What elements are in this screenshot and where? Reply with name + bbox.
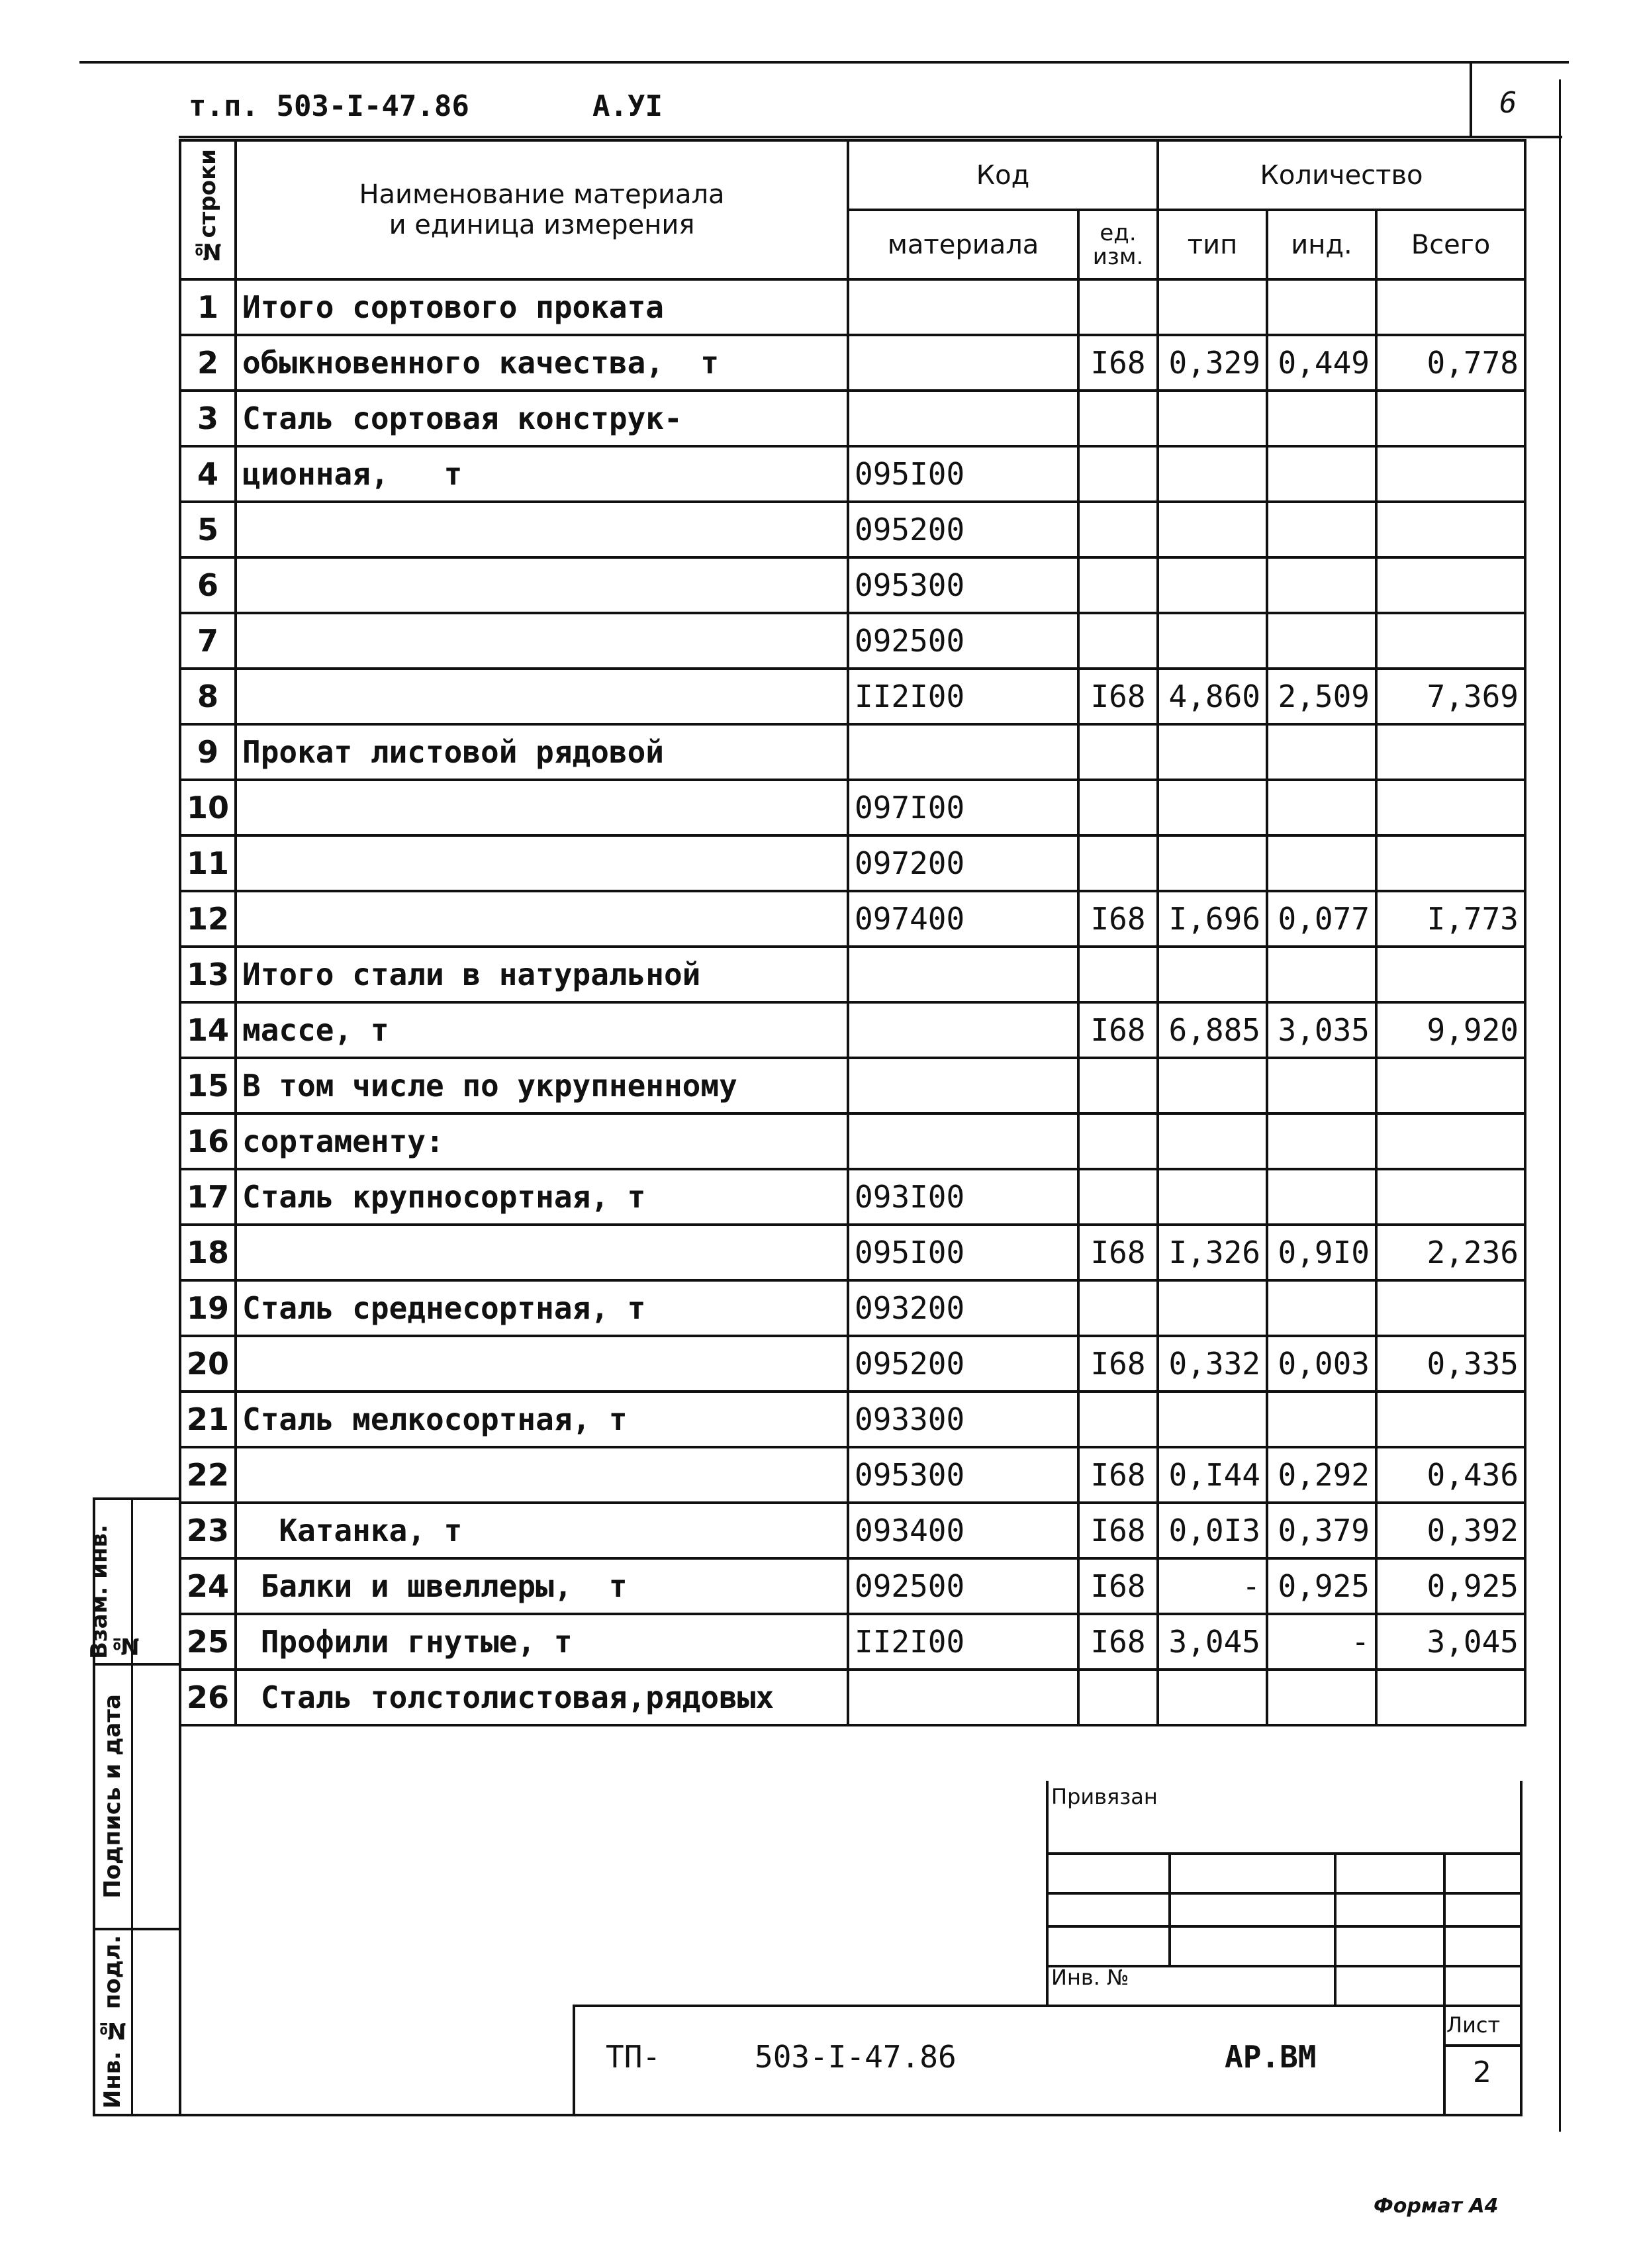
material-name-cell xyxy=(236,835,848,891)
sheet-box-left xyxy=(1443,2005,1446,2115)
row-number-cell: 23 xyxy=(180,1503,236,1558)
qty-total-cell xyxy=(1376,835,1525,891)
qty-typ-cell xyxy=(1158,947,1267,1002)
format-note: Формат А4 xyxy=(1374,2195,1499,2218)
qty-ind-cell: 3,035 xyxy=(1267,1002,1376,1058)
table-row xyxy=(180,1558,1525,1614)
material-name-header-line2: и единица измерения xyxy=(389,210,695,240)
row-number-cell: 7 xyxy=(180,613,236,669)
tp-label: ТП- xyxy=(606,2039,661,2075)
material-name-cell: Итого сортового проката xyxy=(236,279,848,335)
table-row xyxy=(180,1002,1525,1058)
unit-code-cell xyxy=(1078,613,1158,669)
material-code-cell: 097I00 xyxy=(848,780,1078,835)
qty-typ-cell xyxy=(1158,1280,1267,1336)
qty-total-cell xyxy=(1376,502,1525,557)
top-document-code: т.п. 503-I-47.86 xyxy=(189,89,469,123)
unit-code-cell: I68 xyxy=(1078,1503,1158,1558)
qty-total-cell xyxy=(1376,1113,1525,1169)
table-row xyxy=(180,1280,1525,1336)
unit-code-cell xyxy=(1078,1670,1158,1725)
row-number-cell: 17 xyxy=(180,1169,236,1225)
row-number-cell: 25 xyxy=(180,1614,236,1670)
qty-ind-cell xyxy=(1267,835,1376,891)
qty-typ-cell xyxy=(1158,1113,1267,1169)
table-row xyxy=(180,502,1525,557)
row-number-cell: 14 xyxy=(180,1002,236,1058)
qty-total-cell xyxy=(1376,446,1525,502)
table-row xyxy=(180,1670,1525,1725)
qty-total-cell xyxy=(1376,1280,1525,1336)
qty-typ-cell: 4,860 xyxy=(1158,669,1267,724)
material-code-cell: 092500 xyxy=(848,1558,1078,1614)
unit-code-cell xyxy=(1078,724,1158,780)
row-number-cell: 26 xyxy=(180,1670,236,1725)
material-name-cell: Сталь среднесортная, т xyxy=(236,1280,848,1336)
privyazan-col1 xyxy=(1168,1852,1171,1965)
row-number-cell: 5 xyxy=(180,502,236,557)
qty-typ-cell xyxy=(1158,279,1267,335)
material-code-cell: 093I00 xyxy=(848,1169,1078,1225)
material-name-cell: Сталь крупносортная, т xyxy=(236,1169,848,1225)
privyazan-row2 xyxy=(1046,1892,1523,1895)
row-number-cell: 22 xyxy=(180,1447,236,1503)
table-row xyxy=(180,1503,1525,1558)
qty-total-cell xyxy=(1376,613,1525,669)
row-number-cell: 2 xyxy=(180,335,236,391)
qty-ind-cell: 0,925 xyxy=(1267,1558,1376,1614)
qty-ind-cell xyxy=(1267,557,1376,613)
sheet-label: Лист xyxy=(1446,2012,1501,2038)
qty-ind-cell xyxy=(1267,1670,1376,1725)
side-stamp-bottom xyxy=(93,2114,180,2116)
qty-total-cell xyxy=(1376,724,1525,780)
material-name-cell: Балки и швеллеры, т xyxy=(236,1558,848,1614)
side-stamp-inv-podl: Инв. № подл. xyxy=(99,1934,126,2109)
material-code-cell: 093300 xyxy=(848,1392,1078,1447)
material-code-cell: 095300 xyxy=(848,1447,1078,1503)
qty-typ-cell xyxy=(1158,1392,1267,1447)
qty-ind-cell: 0,077 xyxy=(1267,891,1376,947)
qty-typ-cell xyxy=(1158,613,1267,669)
row-number-cell: 15 xyxy=(180,1058,236,1113)
row-number-cell: 3 xyxy=(180,391,236,446)
material-name-cell xyxy=(236,502,848,557)
unit-code-cell xyxy=(1078,947,1158,1002)
qty-total-cell xyxy=(1376,1169,1525,1225)
material-name-cell: Сталь мелкосортная, т xyxy=(236,1392,848,1447)
unit-code-cell: I68 xyxy=(1078,1447,1158,1503)
qty-typ-cell: I,696 xyxy=(1158,891,1267,947)
materials-table-body xyxy=(180,279,1525,1725)
qty-ind-cell xyxy=(1267,1169,1376,1225)
table-row xyxy=(180,1225,1525,1280)
qty-total-cell xyxy=(1376,1392,1525,1447)
qty-typ-cell: - xyxy=(1158,1558,1267,1614)
privyazan-row3 xyxy=(1046,1925,1523,1928)
material-code-cell: II2I00 xyxy=(848,669,1078,724)
unit-code-cell xyxy=(1078,780,1158,835)
top-border-line xyxy=(79,61,1569,64)
side-stamp-top xyxy=(93,1497,180,1500)
qty-ind-header: инд. xyxy=(1267,210,1376,279)
material-name-cell: В том числе по укрупненному xyxy=(236,1058,848,1113)
materials-table xyxy=(179,139,1526,1726)
table-row xyxy=(180,446,1525,502)
unit-code-cell xyxy=(1078,279,1158,335)
material-code-cell: 093200 xyxy=(848,1280,1078,1336)
material-code-cell: 095200 xyxy=(848,502,1078,557)
qty-total-header: Всего xyxy=(1376,210,1525,279)
material-name-cell xyxy=(236,669,848,724)
unit-code-cell xyxy=(1078,1392,1158,1447)
top-album-code: А.УI xyxy=(592,89,663,123)
material-code-cell xyxy=(848,391,1078,446)
table-row xyxy=(180,557,1525,613)
qty-typ-cell: 0,0I3 xyxy=(1158,1503,1267,1558)
qty-ind-cell xyxy=(1267,391,1376,446)
title-box-top xyxy=(573,2005,1523,2007)
row-number-cell: 6 xyxy=(180,557,236,613)
side-stamp-podpis: Подпись и дата xyxy=(99,1693,126,1899)
qty-total-cell: 0,392 xyxy=(1376,1503,1525,1558)
privyazan-right xyxy=(1520,1781,1523,2115)
qty-typ-cell xyxy=(1158,502,1267,557)
unit-code-cell: I68 xyxy=(1078,335,1158,391)
material-name-cell: обыкновенного качества, т xyxy=(236,335,848,391)
qty-total-cell: 0,436 xyxy=(1376,1447,1525,1503)
qty-total-cell xyxy=(1376,1670,1525,1725)
material-name-cell: сортаменту: xyxy=(236,1113,848,1169)
row-number-cell: 16 xyxy=(180,1113,236,1169)
qty-ind-cell xyxy=(1267,279,1376,335)
table-row xyxy=(180,1336,1525,1392)
material-name-cell: Профили гнутые, т xyxy=(236,1614,848,1670)
qty-typ-header: тип xyxy=(1158,210,1267,279)
material-name-cell: Сталь толстолистовая,рядовых xyxy=(236,1670,848,1725)
inv-no-label: Инв. № xyxy=(1051,1965,1129,1990)
row-number-cell: 20 xyxy=(180,1336,236,1392)
row-number-cell: 24 xyxy=(180,1558,236,1614)
material-code-cell: II2I00 xyxy=(848,1614,1078,1670)
qty-total-cell: 0,925 xyxy=(1376,1558,1525,1614)
unit-code-cell xyxy=(1078,1058,1158,1113)
doc-number: 503-I-47.86 xyxy=(755,2039,957,2075)
row-number-cell: 13 xyxy=(180,947,236,1002)
qty-typ-cell xyxy=(1158,835,1267,891)
table-row xyxy=(180,947,1525,1002)
qty-total-cell: 3,045 xyxy=(1376,1614,1525,1670)
table-row xyxy=(180,835,1525,891)
row-number-header: №строки xyxy=(180,140,236,279)
unit-code-cell: I68 xyxy=(1078,1336,1158,1392)
material-name-cell: Прокат листовой рядовой xyxy=(236,724,848,780)
material-code-cell: 093400 xyxy=(848,1503,1078,1558)
material-code-cell xyxy=(848,335,1078,391)
title-box-left xyxy=(573,2005,575,2115)
qty-ind-cell xyxy=(1267,1392,1376,1447)
unit-code-cell xyxy=(1078,391,1158,446)
privyazan-col2 xyxy=(1334,1852,1336,2006)
qty-ind-cell xyxy=(1267,1058,1376,1113)
qty-ind-cell: 0,292 xyxy=(1267,1447,1376,1503)
qty-typ-cell xyxy=(1158,446,1267,502)
row-number-cell: 21 xyxy=(180,1392,236,1447)
unit-code-cell xyxy=(1078,1280,1158,1336)
doc-mark: АР.ВМ xyxy=(1225,2039,1317,2075)
qty-total-cell: 7,369 xyxy=(1376,669,1525,724)
row-number-cell: 12 xyxy=(180,891,236,947)
material-name-cell xyxy=(236,613,848,669)
qty-typ-cell: I,326 xyxy=(1158,1225,1267,1280)
privyazan-col3 xyxy=(1443,1852,1446,2006)
material-code-cell: 095200 xyxy=(848,1336,1078,1392)
unit-code-cell xyxy=(1078,446,1158,502)
lower-frame-left xyxy=(179,1781,181,2115)
material-name-cell: ционная, т xyxy=(236,446,848,502)
sheet-mark: 6 xyxy=(1499,86,1517,120)
unit-code-cell: I68 xyxy=(1078,669,1158,724)
qty-typ-cell xyxy=(1158,1670,1267,1725)
header-underline xyxy=(179,136,1562,138)
qty-total-cell xyxy=(1376,780,1525,835)
material-code-cell: 095300 xyxy=(848,557,1078,613)
qty-typ-cell: 0,332 xyxy=(1158,1336,1267,1392)
qty-ind-cell xyxy=(1267,613,1376,669)
material-code-cell: 095I00 xyxy=(848,1225,1078,1280)
material-name-cell xyxy=(236,1336,848,1392)
material-name-cell: Катанка, т xyxy=(236,1503,848,1558)
unit-code-cell: I68 xyxy=(1078,891,1158,947)
side-stamp-div1 xyxy=(93,1663,180,1666)
qty-ind-cell xyxy=(1267,446,1376,502)
side-stamp-vzam: Взам. инв. № xyxy=(86,1525,139,1659)
unit-code-cell: I68 xyxy=(1078,1002,1158,1058)
qty-ind-cell: 0,003 xyxy=(1267,1336,1376,1392)
unit-code-cell: I68 xyxy=(1078,1225,1158,1280)
material-name-cell: Сталь сортовая конструк- xyxy=(236,391,848,446)
material-name-cell xyxy=(236,1447,848,1503)
qty-total-cell: I,773 xyxy=(1376,891,1525,947)
material-name-header xyxy=(236,140,848,279)
lower-frame-bottom xyxy=(179,2114,1523,2116)
material-name-cell xyxy=(236,780,848,835)
table-row xyxy=(180,279,1525,335)
unit-code-cell xyxy=(1078,502,1158,557)
table-row xyxy=(180,391,1525,446)
material-code-cell xyxy=(848,947,1078,1002)
qty-typ-cell: 3,045 xyxy=(1158,1614,1267,1670)
qty-total-cell xyxy=(1376,947,1525,1002)
right-sheet-mark-divider xyxy=(1470,61,1472,137)
row-number-cell: 19 xyxy=(180,1280,236,1336)
right-border-line xyxy=(1559,79,1561,2132)
qty-ind-cell: 0,379 xyxy=(1267,1503,1376,1558)
row-number-cell: 10 xyxy=(180,780,236,835)
table-row xyxy=(180,335,1525,391)
qty-ind-cell: 2,509 xyxy=(1267,669,1376,724)
table-row xyxy=(180,613,1525,669)
material-code-cell xyxy=(848,1058,1078,1113)
unit-code-cell xyxy=(1078,1113,1158,1169)
material-code-cell: 095I00 xyxy=(848,446,1078,502)
qty-typ-cell xyxy=(1158,1058,1267,1113)
privyazan-row1 xyxy=(1046,1852,1523,1855)
table-row xyxy=(180,891,1525,947)
quantity-group-header: Количество xyxy=(1158,140,1525,210)
row-number-cell: 18 xyxy=(180,1225,236,1280)
row-number-cell: 9 xyxy=(180,724,236,780)
qty-total-cell: 0,335 xyxy=(1376,1336,1525,1392)
qty-typ-cell xyxy=(1158,557,1267,613)
material-name-cell xyxy=(236,1225,848,1280)
qty-ind-cell xyxy=(1267,780,1376,835)
qty-total-cell: 2,236 xyxy=(1376,1225,1525,1280)
qty-typ-cell xyxy=(1158,1169,1267,1225)
qty-total-cell: 9,920 xyxy=(1376,1002,1525,1058)
material-code-cell: 097400 xyxy=(848,891,1078,947)
qty-total-cell xyxy=(1376,279,1525,335)
privyazan-label: Привязан xyxy=(1051,1784,1158,1809)
unit-code-cell xyxy=(1078,835,1158,891)
table-row xyxy=(180,780,1525,835)
qty-typ-cell xyxy=(1158,780,1267,835)
qty-total-cell xyxy=(1376,391,1525,446)
sheet-number: 2 xyxy=(1473,2055,1491,2089)
qty-total-cell: 0,778 xyxy=(1376,335,1525,391)
qty-ind-cell xyxy=(1267,724,1376,780)
qty-total-cell xyxy=(1376,557,1525,613)
qty-typ-cell: 0,329 xyxy=(1158,335,1267,391)
material-code-cell: 097200 xyxy=(848,835,1078,891)
material-code-cell xyxy=(848,724,1078,780)
qty-ind-cell xyxy=(1267,1113,1376,1169)
row-number-cell: 4 xyxy=(180,446,236,502)
qty-ind-cell xyxy=(1267,1280,1376,1336)
qty-typ-cell xyxy=(1158,391,1267,446)
sheet-box-div xyxy=(1443,2044,1523,2047)
table-row xyxy=(180,1614,1525,1670)
qty-typ-cell xyxy=(1158,724,1267,780)
material-code-header: материала xyxy=(848,210,1078,279)
qty-typ-cell: 6,885 xyxy=(1158,1002,1267,1058)
material-code-cell xyxy=(848,1670,1078,1725)
qty-ind-cell: 0,449 xyxy=(1267,335,1376,391)
unit-code-cell: I68 xyxy=(1078,1558,1158,1614)
material-code-cell xyxy=(848,1113,1078,1169)
material-code-cell xyxy=(848,1002,1078,1058)
unit-code-header: ед. изм. xyxy=(1078,210,1158,279)
side-stamp-div2 xyxy=(93,1928,180,1930)
material-name-cell: массе, т xyxy=(236,1002,848,1058)
row-number-cell: 8 xyxy=(180,669,236,724)
table-row xyxy=(180,1447,1525,1503)
qty-ind-cell: 0,9I0 xyxy=(1267,1225,1376,1280)
unit-code-cell xyxy=(1078,557,1158,613)
qty-ind-cell xyxy=(1267,502,1376,557)
material-name-header-line1: Наименование материала xyxy=(359,179,725,210)
unit-code-cell xyxy=(1078,1169,1158,1225)
row-number-cell: 1 xyxy=(180,279,236,335)
table-row xyxy=(180,1058,1525,1113)
table-row xyxy=(180,1113,1525,1169)
material-name-cell xyxy=(236,557,848,613)
code-group-header: Код xyxy=(848,140,1158,210)
qty-ind-cell xyxy=(1267,947,1376,1002)
qty-ind-cell: - xyxy=(1267,1614,1376,1670)
unit-code-cell: I68 xyxy=(1078,1614,1158,1670)
material-code-cell xyxy=(848,279,1078,335)
table-row xyxy=(180,1392,1525,1447)
material-code-cell: 092500 xyxy=(848,613,1078,669)
material-name-cell: Итого стали в натуральной xyxy=(236,947,848,1002)
qty-typ-cell: 0,I44 xyxy=(1158,1447,1267,1503)
table-row xyxy=(180,669,1525,724)
row-number-cell: 11 xyxy=(180,835,236,891)
qty-total-cell xyxy=(1376,1058,1525,1113)
table-row xyxy=(180,1169,1525,1225)
table-row xyxy=(180,724,1525,780)
material-name-cell xyxy=(236,891,848,947)
